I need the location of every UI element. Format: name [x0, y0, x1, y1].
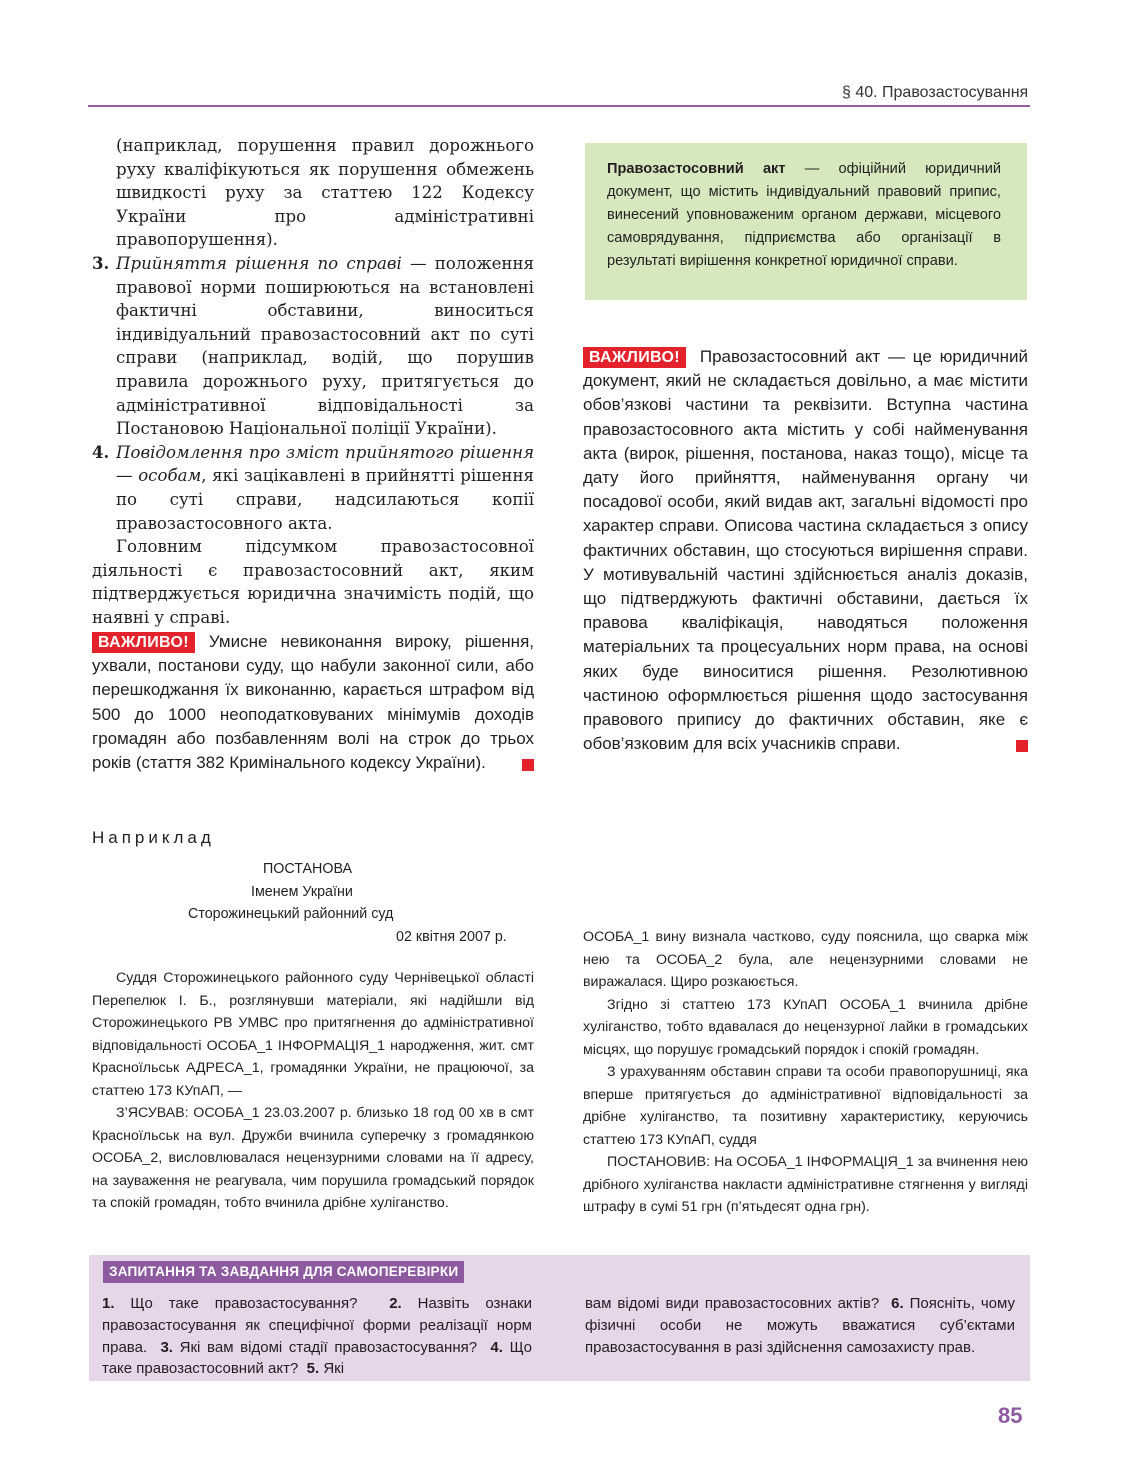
- question-number: 4.: [490, 1338, 503, 1356]
- question-text: Назвіть ознаки правозастосування як специфічної форми реалізації норм права.: [102, 1295, 533, 1356]
- doc-date: 02 квітня 2007 р.: [396, 929, 507, 945]
- item-text: — положення правової норми поширюються на встановлені фактичні обставини, виноситься індивідуальний правозастосовний акт по суті справи (наприклад, водій, що порушив правила дорожнього руху, притягується до адміністративної відповідальності за Постановою Національної поліції України).: [116, 253, 534, 439]
- question-text: Що таке правозастосовний акт?: [102, 1338, 532, 1378]
- question-number: 6.: [891, 1295, 904, 1312]
- verdict-paragraph: З’ЯСУВАВ: ОСОБА_1 23.03.2007 р. близько 18 год 00 хв в смт Красноїльськ на вул. Дружби вчинила суперечку з громадянкою ОСОБА_2, висловлювалася нецензурними словами на її адресу, на зауваження не реагувала, чим порушила громадський порядок та спокій громадян, тобто вчинила дрібне хуліганство.: [92, 1105, 534, 1211]
- question-number: 2.: [389, 1295, 402, 1312]
- section-header: § 40. Правозастосування: [842, 84, 1029, 101]
- item-number: 4.: [92, 441, 110, 462]
- definition-box: [585, 143, 1027, 300]
- header-divider: [88, 105, 1030, 107]
- example-label: Наприклад: [92, 828, 215, 847]
- list-item-4: [92, 441, 534, 535]
- verdict-paragraph: Згідно зі статтею 173 КУпАП ОСОБА_1 вчинила дрібне хуліганство, тобто вдавалася до нецензурної лайки в громадських місцях, що порушує громадський порядок і спокій громадян.: [583, 996, 1028, 1058]
- verdict-right: [583, 926, 1028, 1219]
- question-text: Які: [319, 1360, 345, 1378]
- question-number: 1.: [102, 1295, 115, 1312]
- end-square-icon: [1016, 740, 1028, 752]
- question-text: Поясніть, чому фізичні особи не можуть вважатися суб’єктами правозастосування в разі здійснення самозахисту прав.: [585, 1295, 1015, 1356]
- self-check-questions: [89, 1255, 1030, 1381]
- important-note-right: [583, 345, 1028, 756]
- question-text: Що таке правозастосування?: [114, 1295, 358, 1312]
- definition-term: Правозастосовний акт: [607, 161, 786, 177]
- list-item-3: [92, 252, 534, 441]
- questions-left: [102, 1293, 532, 1380]
- important-text: Умисне невиконання вироку, рішення, ухвали, постанови суду, що набули законної сили, або перешкоджання їх виконанню, карається штрафом від 500 до 1000 неоподатковуваних мінімумів доходів громадян або позбавленням волі на строк до трьох років (стаття 382 Кримінального кодексу України).: [92, 632, 534, 773]
- doc-subtitle: Іменем України: [251, 884, 353, 900]
- item-text: , які зацікавлені в прийнятті рішення по суті справи, надсилаються копії правозастосовного акта.: [116, 466, 535, 533]
- definition-text: — офіційний юридичний документ, що містить індивідуальний правовий припис, винесений уповноваженим органом держави, місцевого самоврядування, підприємства або організації в результаті вирішення конкретної юридичної справи.: [607, 161, 1002, 269]
- important-text: Правозастосовний акт — це юридичний документ, який не складається довільно, а має містити обов’язкові частини та реквізити. Вступна частина правозастосовного акта містить у собі найменування акта (вирок, рішення, постанова, наказ тощо), місце та дату його прийняття, найменування органу чи посадової особи, який видав акт, загальні відомості про характер справи. Описова частина складається з опису фактичних обставин, що стосуються вирішення справи. У мотивувальній частині здійснюється аналіз доказів, що підтверджують фактичні обставини, дається їх правова кваліфікація, наводяться положення матеріальних та процесуальних норм права, на основі яких буде виноситися рішення. Резолютивною частиною оформлюється рішення щодо застосування правового припису до фактичних обставин, яке є обов’язковим для всіх учасників справи.: [583, 347, 1028, 754]
- end-square-icon: [522, 759, 534, 771]
- question-number: 3.: [160, 1338, 173, 1356]
- verdict-left: [92, 967, 534, 1215]
- item-title: Повідомлення про зміст прийнятого рішення — особам: [116, 442, 534, 486]
- important-badge: ВАЖЛИВО!: [92, 632, 195, 653]
- stages-text: [92, 134, 534, 629]
- verdict-paragraph: Суддя Сторожинецького районного суду Чернівецької області Перепелюк І. Б., розглянувши матеріали, які надійшли від Сторожинецького РВ УМВС про притягнення до адміністративної відповідальності ОСОБА_1 ІНФОРМАЦІЯ_1 народження, жит. смт Красноїльськ АДРЕСА_1, громадянки України, не працюючої, за статтею 173 КУпАП, —: [92, 970, 534, 1099]
- doc-title: ПОСТАНОВА: [263, 861, 353, 877]
- question-text: вам відомі види правозастосовних актів?: [585, 1295, 880, 1312]
- important-note-left: [92, 630, 534, 775]
- item-title: Прийняття рішення по справі: [116, 253, 402, 273]
- questions-right: [585, 1293, 1015, 1358]
- summary-paragraph: Головним підсумком правозастосовної діяльності є правозастосовний акт, яким підтверджується юридична значимість подій, що наявні у справі.: [92, 537, 534, 627]
- questions-title: ЗАПИТАННЯ ТА ЗАВДАННЯ ДЛЯ САМОПЕРЕВІРКИ: [103, 1261, 464, 1283]
- question-text: Які вам відомі стадії правозастосування?: [172, 1338, 478, 1356]
- item-number: 3.: [92, 252, 110, 273]
- question-number: 5.: [306, 1360, 320, 1378]
- paragraph-continued: (наприклад, порушення правил дорожнього руху кваліфікуються як порушення обмежень швидкості руху за статтею 122 Кодексу України про адміністративні правопорушення).: [116, 136, 534, 250]
- verdict-paragraph: ОСОБА_1 вину визнала частково, суду пояснила, що сварка між нею та ОСОБА_2 була, але нецензурними словами не виражалася. Щиро розкаюється.: [583, 929, 1028, 990]
- page-number: 85: [998, 1403, 1023, 1428]
- important-badge: ВАЖЛИВО!: [583, 347, 686, 368]
- verdict-paragraph: З урахуванням обставин справи та особи правопорушниці, яка вперше притягується до адміністративної відповідальності за дрібне хуліганство, та позитивну характеристику, керуючись статтею 173 КУпАП, суддя: [583, 1064, 1028, 1148]
- court-name: Сторожинецький районний суд: [188, 906, 394, 922]
- verdict-paragraph: ПОСТАНОВИВ: На ОСОБА_1 ІНФОРМАЦІЯ_1 за вчинення нею дрібного хуліганства накласти адміністративне стягнення у вигляді штрафу в сумі 51 грн (п’ятьдесят одна грн).: [583, 1154, 1028, 1215]
